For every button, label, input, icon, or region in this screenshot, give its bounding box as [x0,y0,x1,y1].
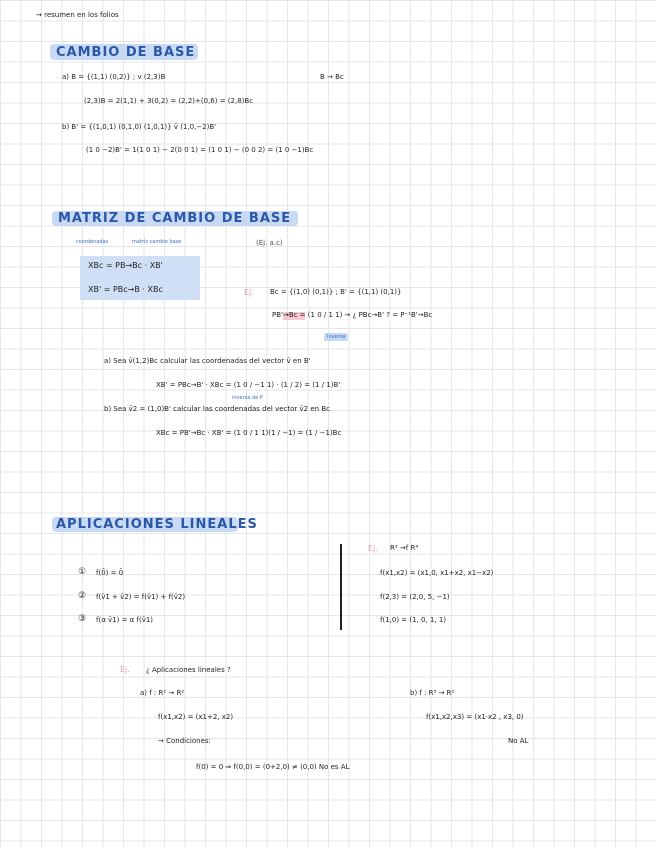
matriz-item-a-eq: XB' = PBc→B' · XBc = (1 0 / −1 1) · (1 / 2) = (1 / 1)B' [156,381,341,389]
cb-line-b: b) B' = {(1,0,1) (0,1,0) (1,0,1)} v̄ (1,0,−2)B' [62,123,217,131]
prop-1: f(0̄) = 0̄ [96,569,124,577]
matriz-item-a: a) Sea v̄(1,2)Bc calcular las coordenadas del vector v̄ en B' [104,357,311,365]
ej-line-2: f(2,3) = (2,0, 5, −1) [380,593,450,601]
heading-cambio-base: CAMBIO DE BASE [56,45,196,60]
ej-marker: Ej. [120,665,130,674]
question: ¿ Aplicaciones lineales ? [146,666,231,674]
qb-def: f(x1,x2,x3) = (x1·x2 , x3, 0) [426,713,524,721]
formula-1: XBc = PB→Bc · XB' [88,261,163,270]
matriz-item-b: b) Sea v̄2 = (1,0)B' calcular las coordenadas del vector v̄2 en Bc [104,405,330,413]
prop-1-marker: ① [78,567,87,577]
ej-line-1: f(x1,x2) = (x1,0, x1+x2, x1−x2) [380,569,494,577]
ej-line-3: f(1,0) = (1, 0, 1, 1) [380,616,447,624]
qa-res: f(0) = 0 ⇒ f(0,0) = (0+2,0) ≠ (0,0) No es AL [196,763,350,771]
ej-header: R² →f R⁴ [390,544,419,552]
ej-marker: Ej. [244,288,254,297]
prop-3-marker: ③ [78,614,87,624]
label-matriz-cambio: matriz cambio base [132,239,182,245]
heading-aplicaciones: APLICACIONES LINEALES [56,517,258,532]
prop-3: f(α v̄1) = α f(v̄1) [96,616,154,624]
ej-matriz-p: PB'→Bc = (1 0 / 1 1) → ¿ PBc→B' ? = P⁻¹B'→Bc [272,311,433,319]
tag-inversa-p: inversa de P [232,395,263,401]
prop-2: f(v̄1 + v̄2) = f(v̄1) + f(v̄2) [96,593,186,601]
ej-marker: Ej. [368,544,378,553]
formula-2: XB' = PBc→B · XBc [88,285,163,294]
cb-line-a2: (2,3)B = 2(1,1) + 3(0,2) = (2,2)+(0,6) = (2,8)Bc [84,97,254,105]
ej-bases: Bc = {(1,0) (0,1)} ; B' = {(1,1) (0,1)} [270,288,402,296]
label-coordenadas: coordenadas [76,239,109,245]
qa-cond: → Condiciones: [158,737,211,745]
divider-line [340,544,342,630]
qa-def: f(x1,x2) = (x1+2, x2) [158,713,234,721]
prop-2-marker: ② [78,591,87,601]
matriz-item-b-eq: XBc = PB'→Bc · XB' = (1 0 / 1 1)(1 / −1) = (1 / −1)Bc [156,429,342,437]
qb-head: b) f : R³ → R² [410,689,455,697]
cb-line-a-right: B → Bc [320,73,344,81]
qb-res: No AL [508,737,529,745]
cb-line-b2: (1 0 −2)B' = 1(1 0 1) − 2(0 0 1) = (1 0 1) − (0 0 2) = (1 0 −1)Bc [86,146,314,154]
cb-line-a: a) B = {(1,1) (0,2)} ; v (2,3)B [62,73,166,81]
qa-head: a) f : R² → R² [140,689,185,697]
label-ejemplo: (Ej. a.c) [256,239,283,247]
heading-matriz: MATRIZ DE CAMBIO DE BASE [58,211,292,226]
top-note: → resumen en los folios [36,11,119,19]
tag-inversa: Inversa [324,333,348,341]
